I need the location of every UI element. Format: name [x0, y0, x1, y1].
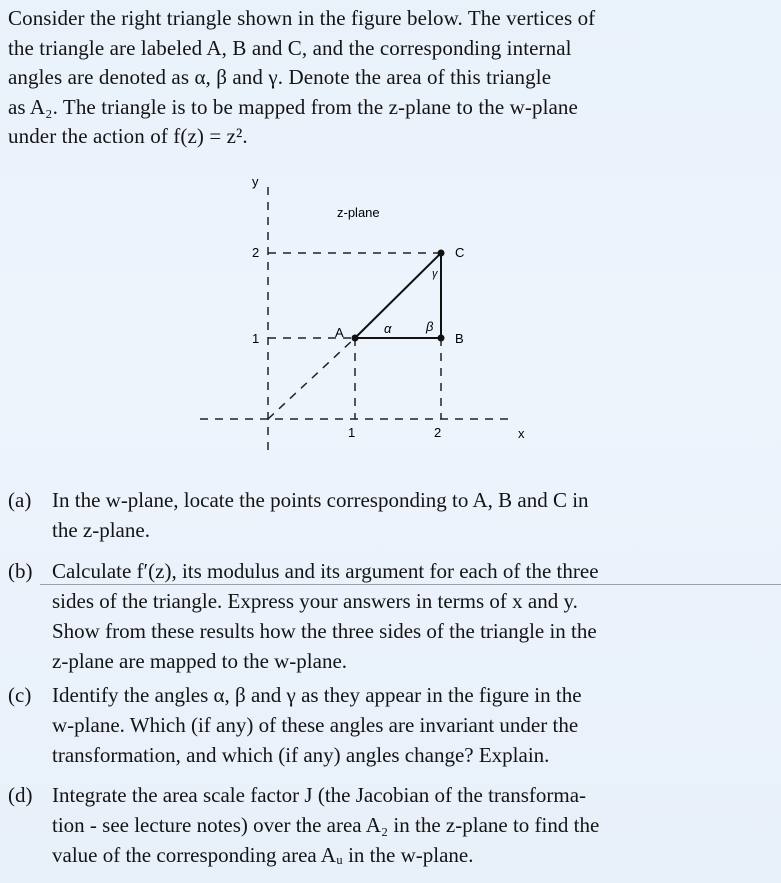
- x-axis-label: x: [518, 426, 525, 441]
- question-label: (c): [8, 683, 32, 707]
- intro-line: under the action of f(z) = z².: [8, 124, 248, 148]
- angle-gamma-label: γ: [432, 268, 438, 280]
- x-tick-2: 2: [434, 425, 442, 440]
- question-line: value of the corresponding area Aᵤ in the w-plane.: [52, 843, 474, 867]
- question-label: (b): [8, 559, 33, 583]
- x-tick-1: 1: [348, 425, 356, 440]
- intro-paragraph: [8, 4, 768, 152]
- question-line: Identify the angles α, β and γ as they appear in the figure in the: [52, 683, 582, 707]
- question-line: w-plane. Which (if any) of these angles are invariant under the: [52, 713, 579, 737]
- z-plane-figure: [200, 165, 540, 465]
- plane-label: z-plane: [337, 205, 380, 220]
- intro-line: Consider the right triangle shown in the figure below. The vertices of: [8, 6, 596, 30]
- vertex-c-label: C: [455, 245, 465, 260]
- question-line: the z-plane.: [52, 518, 150, 542]
- y-tick-1: 1: [252, 331, 260, 346]
- question-line: Show from these results how the three sides of the triangle in the: [52, 619, 597, 643]
- question-line: tion - see lecture notes) over the area A₂ in the z-plane to find the: [52, 813, 600, 837]
- question-label: (a): [8, 488, 32, 512]
- intro-line: as A₂. The triangle is to be mapped from the z-plane to the w-plane: [8, 94, 578, 119]
- question-line: z-plane are mapped to the w-plane.: [52, 649, 348, 673]
- question-line: Integrate the area scale factor J (the Jacobian of the transforma-: [52, 783, 587, 807]
- question-line: sides of the triangle. Express your answers in terms of x and y.: [52, 589, 578, 613]
- vertex-a-dot: [352, 335, 359, 342]
- y-axis-label: y: [252, 174, 259, 189]
- z-plane-diagram: [200, 165, 540, 465]
- question-line: In the w-plane, locate the points corresponding to A, B and C in: [52, 488, 589, 512]
- vertex-a-label: A: [335, 325, 344, 340]
- question-line: Calculate f′(z), its modulus and its argument for each of the three: [52, 559, 599, 583]
- intro-line: the triangle are labeled A, B and C, and the corresponding internal: [8, 35, 572, 60]
- question-line: transformation, and which (if any) angles change? Explain.: [52, 743, 550, 767]
- vertex-b-label: B: [455, 331, 464, 346]
- question-label: (d): [8, 783, 33, 807]
- intro-line: angles are denoted as α, β and γ. Denote the area of this triangle: [8, 65, 552, 89]
- angle-alpha-label: α: [384, 321, 392, 336]
- angle-beta-label: β: [426, 319, 434, 334]
- vertex-c-dot: [438, 250, 445, 257]
- vertex-b-dot: [438, 335, 445, 342]
- guide-diagonal: [268, 338, 355, 419]
- y-tick-2: 2: [252, 245, 260, 260]
